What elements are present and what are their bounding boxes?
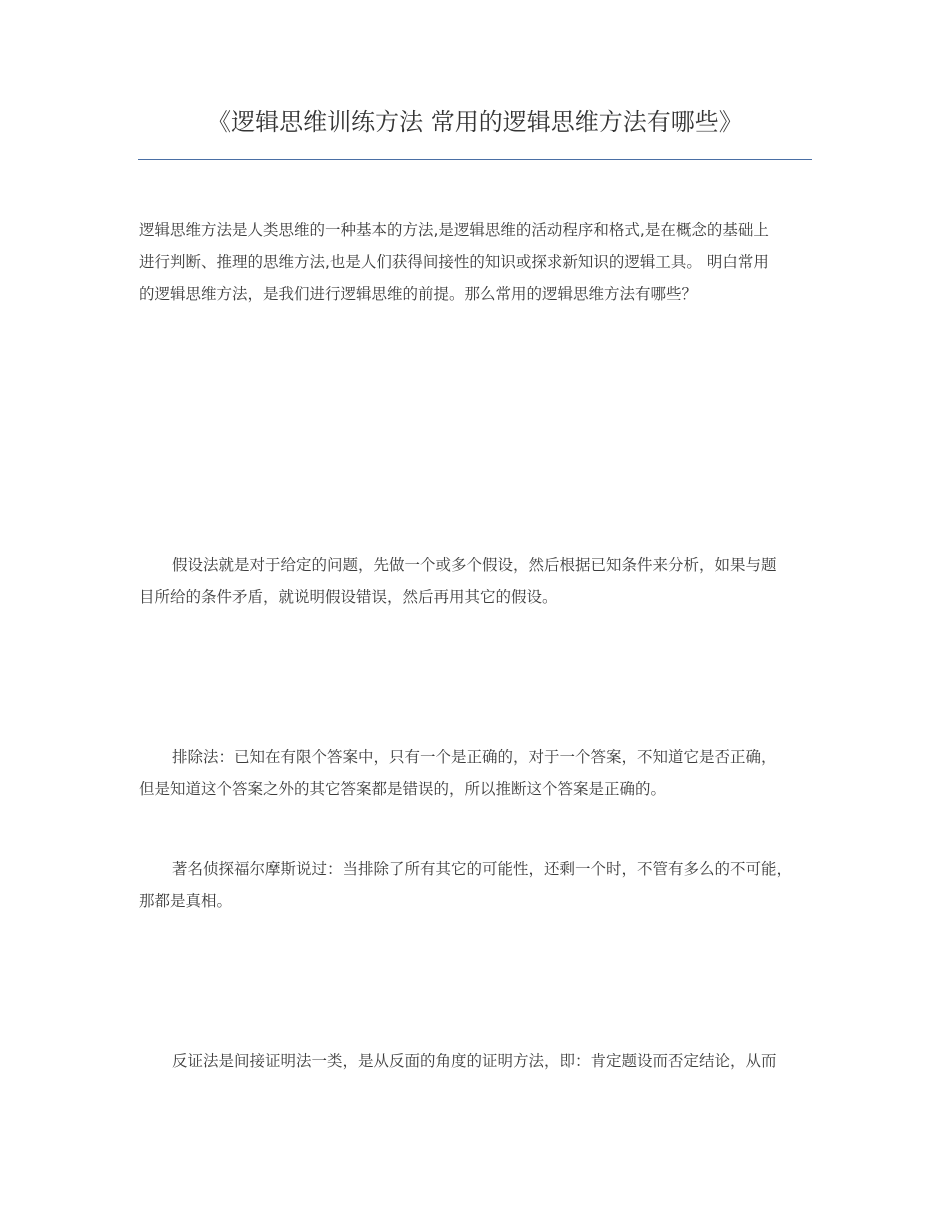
paragraph-holmes-quote xyxy=(139,853,829,917)
paragraph-line: 的逻辑思维方法，是我们进行逻辑思维的前提。那么常用的逻辑思维方法有哪些？ xyxy=(139,285,698,303)
paragraph-line: 反证法是间接证明法一类，是从反面的角度的证明方法，即：肯定题设而否定结论，从而 xyxy=(172,1052,777,1070)
paragraph-intro xyxy=(139,214,829,310)
paragraph-line: 但是知道这个答案之外的其它答案都是错误的，所以推断这个答案是正确的。 xyxy=(139,780,667,798)
paragraph-line: 那都是真相。 xyxy=(139,892,233,910)
paragraph-elimination-method xyxy=(139,741,829,805)
paragraph-line: 逻辑思维方法是人类思维的一种基本的方法,是逻辑思维的活动程序和格式,是在概念的基础上 xyxy=(139,221,769,239)
paragraph-line: 排除法：已知在有限个答案中，只有一个是正确的，对于一个答案，不知道它是否正确， xyxy=(172,748,777,766)
title-divider xyxy=(138,159,812,160)
paragraph-line: 目所给的条件矛盾，就说明假设错误，然后再用其它的假设。 xyxy=(139,588,558,606)
paragraph-line: 著名侦探福尔摩斯说过：当排除了所有其它的可能性，还剩一个时，不管有多么的不可能， xyxy=(172,860,793,878)
paragraph-line: 假设法就是对于给定的问题，先做一个或多个假设，然后根据已知条件来分析，如果与题 xyxy=(172,556,777,574)
paragraph-proof-by-contradiction xyxy=(139,1045,829,1077)
paragraph-assumption-method xyxy=(139,549,829,613)
paragraph-line: 进行判断、推理的思维方法,也是人们获得间接性的知识或探求新知识的逻辑工具。 明白常用 xyxy=(139,253,769,271)
document-title: 《逻辑思维训练方法 常用的逻辑思维方法有哪些》 xyxy=(207,108,743,136)
